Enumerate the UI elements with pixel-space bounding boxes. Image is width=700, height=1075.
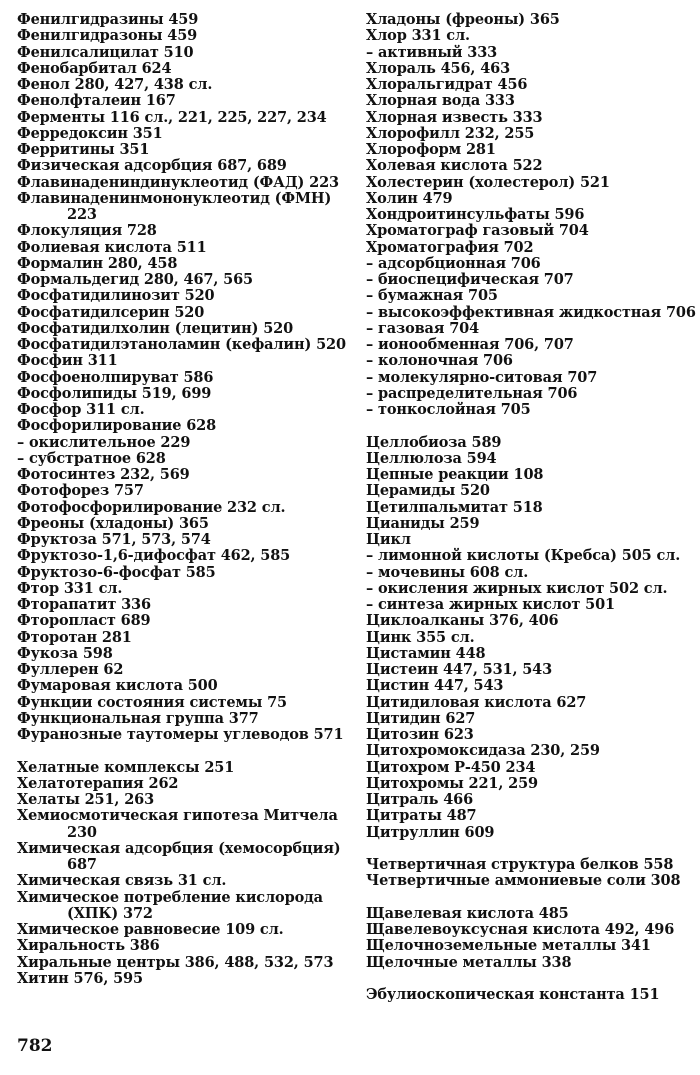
index-entry: Хлораль 456, 463 [366, 59, 511, 77]
index-entry: Целлюлоза 594 [366, 449, 497, 467]
index-subentry: – тонкослойная 705 [366, 401, 531, 418]
index-entry: Фосфолипиды 519, 699 [17, 384, 212, 402]
index-entry: Хелатные комплексы 251 [17, 758, 235, 776]
index-entry: Цистин 447, 543 [366, 677, 504, 695]
index-entry: Фторапатит 336 [17, 596, 151, 613]
index-entry: Химическая связь 31 сл. [17, 872, 227, 890]
index-entry: Фенилгидразины 459 [17, 11, 199, 28]
index-entry: Щелочноземельные металлы 341 [366, 937, 651, 955]
index-entry: Цитохром Р-450 234 [366, 758, 536, 776]
index-entry: Эбулиоскопическая константа 151 [366, 986, 660, 1003]
index-subentry: – распределительная 706 [366, 384, 578, 402]
letter-group-gap [366, 418, 696, 434]
index-entry: Целлобиоза 589 [366, 433, 502, 451]
index-entry: Четвертичные аммониевые соли 308 [366, 872, 681, 890]
index-entry: Хлороформ 281 [366, 141, 496, 158]
index-subentry: – бумажная 705 [366, 287, 498, 305]
index-entry: Фумаровая кислота 500 [17, 677, 218, 695]
index-entry: Фенилгидразоны 459 [17, 27, 198, 45]
letter-group-gap [366, 971, 696, 987]
index-subentry: – лимонной кислоты (Кребса) 505 сл. [366, 547, 681, 565]
index-entry: Щелочные металлы 338 [366, 953, 572, 971]
index-entry: Цитидиловая кислота 627 [366, 693, 587, 711]
index-subentry: – синтеза жирных кислот 501 [366, 596, 615, 613]
index-entry: Фосфор 311 сл. [17, 401, 145, 418]
index-entry: Хлоральгидрат 456 [366, 76, 528, 93]
index-entry: Хлорная вода 333 [366, 92, 515, 110]
index-subentry: – активный 333 [366, 43, 498, 61]
index-entry: Четвертичная структура белков 558 [366, 856, 674, 873]
index-entry: Церамиды 520 [366, 482, 490, 500]
index-subentry: – адсорбционная 706 [366, 254, 541, 272]
index-subentry: – мочевины 608 сл. [366, 563, 529, 581]
index-entry: Хелатотерапия 262 [17, 774, 179, 792]
index-entry: Фосфатидилинозит 520 [17, 287, 215, 305]
index-entry: Фуранозные таутомеры углеводов 571 [17, 726, 344, 743]
index-entry: Функциональная группа 377 [17, 709, 259, 727]
index-entry: Фторотан 281 [17, 628, 132, 646]
index-entry: Формалин 280, 458 [17, 254, 178, 272]
index-entry: Фенол 280, 427, 438 сл. [17, 76, 213, 93]
index-entry: Хондроитинсульфаты 596 [366, 206, 585, 223]
index-entry: Фтор 331 сл. [17, 579, 123, 597]
index-entry: Функции состояния системы 75 [17, 693, 287, 711]
index-entry: Ферредоксин 351 [17, 124, 163, 142]
index-entry: Химическая адсорбция (хемосорбция) 687 [17, 839, 341, 873]
index-entry: Хлорофилл 232, 255 [366, 124, 535, 142]
index-entry: Хлорная известь 333 [366, 108, 543, 126]
index-entry: Фруктозо-1,6-дифосфат 462, 585 [17, 547, 291, 565]
index-entry: Хлор 331 сл. [366, 27, 470, 45]
index-entry: Фреоны (хладоны) 365 [17, 514, 209, 532]
index-entry: Фенобарбитал 624 [17, 59, 172, 77]
index-entry: Циклоалканы 376, 406 [366, 612, 559, 630]
index-entry: Ферритины 351 [17, 141, 150, 158]
index-entry: Ферменты 116 сл., 221, 225, 227, 234 [17, 108, 327, 126]
index-entry: Фторопласт 689 [17, 612, 151, 630]
index-entry: Фотофорез 757 [17, 482, 144, 500]
index-entry: Цепные реакции 108 [366, 466, 544, 483]
index-subentry: – колоночная 706 [366, 352, 513, 370]
index-entry: Хемиосмотическая гипотеза Митчела 230 [17, 807, 338, 841]
index-entry: Щавелевая кислота 485 [366, 904, 569, 922]
index-entry: Фосфоенолпируват 586 [17, 368, 214, 386]
index-entry: Химическое потребление кислорода (ХПК) 372 [17, 888, 323, 922]
index-entry: Флокуляция 728 [17, 222, 157, 240]
letter-group-gap [17, 743, 347, 759]
index-entry: Хладоны (фреоны) 365 [366, 11, 560, 28]
index-entry: Цитруллин 609 [366, 823, 495, 841]
index-entry: Хелаты 251, 263 [17, 791, 155, 808]
index-entry: Фуллерен 62 [17, 661, 124, 678]
index-entry: Цистеин 447, 531, 543 [366, 661, 553, 678]
index-column-right [366, 12, 696, 1003]
index-subentry: – окислительное 229 [17, 433, 191, 451]
index-subentry: – молекулярно-ситовая 707 [366, 368, 598, 386]
index-entry: Фосфатидилсерин 520 [17, 303, 205, 321]
index-entry: Химическое равновесие 109 сл. [17, 921, 284, 938]
index-entry: Цитраль 466 [366, 791, 474, 808]
index-entry: Цитраты 487 [366, 807, 477, 825]
index-entry: Хиральность 386 [17, 937, 160, 955]
index-entry: Флавинадениндинуклеотид (ФАД) 223 [17, 173, 339, 191]
index-entry: Цетилпальмитат 518 [366, 498, 543, 516]
index-subentry: – высокоэффективная жидкостная 706 [366, 303, 696, 321]
letter-group-gap [366, 841, 696, 857]
index-entry: Хроматография 702 [366, 238, 534, 256]
index-entry: Цистамин 448 [366, 644, 486, 662]
index-entry: Цитохромы 221, 259 [366, 774, 538, 792]
index-subentry: – окисления жирных кислот 502 сл. [366, 579, 668, 597]
index-entry: Хроматограф газовый 704 [366, 222, 589, 240]
index-entry: Хиральные центры 386, 488, 532, 573 [17, 953, 334, 971]
index-entry: Фолиевая кислота 511 [17, 238, 207, 256]
index-entry: Цитозин 623 [366, 726, 474, 743]
index-entry: Холестерин (холестерол) 521 [366, 173, 610, 191]
index-subentry: – субстратное 628 [17, 449, 166, 467]
index-entry: Цитидин 627 [366, 709, 476, 727]
index-entry: Щавелевоуксусная кислота 492, 496 [366, 921, 675, 938]
page-number: 782 [17, 1036, 53, 1056]
index-subentry: – газовая 704 [366, 319, 480, 337]
index-entry: Хитин 576, 595 [17, 969, 143, 987]
index-entry: Фотосинтез 232, 569 [17, 466, 190, 483]
index-entry: Цикл [366, 531, 411, 548]
index-entry: Фруктозо-6-фосфат 585 [17, 563, 216, 581]
index-entry: Фенилсалицилат 510 [17, 43, 194, 61]
index-entry: Фосфатидилэтаноламин (кефалин) 520 [17, 336, 346, 353]
index-entry: Фукоза 598 [17, 644, 113, 662]
index-subentry: – биоспецифическая 707 [366, 271, 574, 288]
index-entry: Фотофосфорилирование 232 сл. [17, 498, 286, 516]
letter-group-gap [366, 890, 696, 906]
index-subentry: – ионообменная 706, 707 [366, 336, 574, 353]
index-entry: Холин 479 [366, 189, 453, 207]
index-column-left [17, 12, 347, 987]
index-entry: Фруктоза 571, 573, 574 [17, 531, 211, 548]
index-entry: Флавинаденинмононуклеотид (ФМН) 223 [17, 189, 332, 223]
index-entry: Физическая адсорбция 687, 689 [17, 157, 287, 175]
index-entry: Холевая кислота 522 [366, 157, 543, 175]
index-entry: Фосфатидилхолин (лецитин) 520 [17, 319, 294, 337]
index-entry: Фосфин 311 [17, 352, 118, 370]
index-entry: Фосфорилирование 628 [17, 417, 217, 435]
index-entry: Фенолфталеин 167 [17, 92, 176, 110]
index-entry: Формальдегид 280, 467, 565 [17, 271, 253, 288]
index-entry: Цинк 355 сл. [366, 628, 475, 646]
index-entry: Цианиды 259 [366, 514, 480, 532]
index-entry: Цитохромоксидаза 230, 259 [366, 742, 600, 760]
